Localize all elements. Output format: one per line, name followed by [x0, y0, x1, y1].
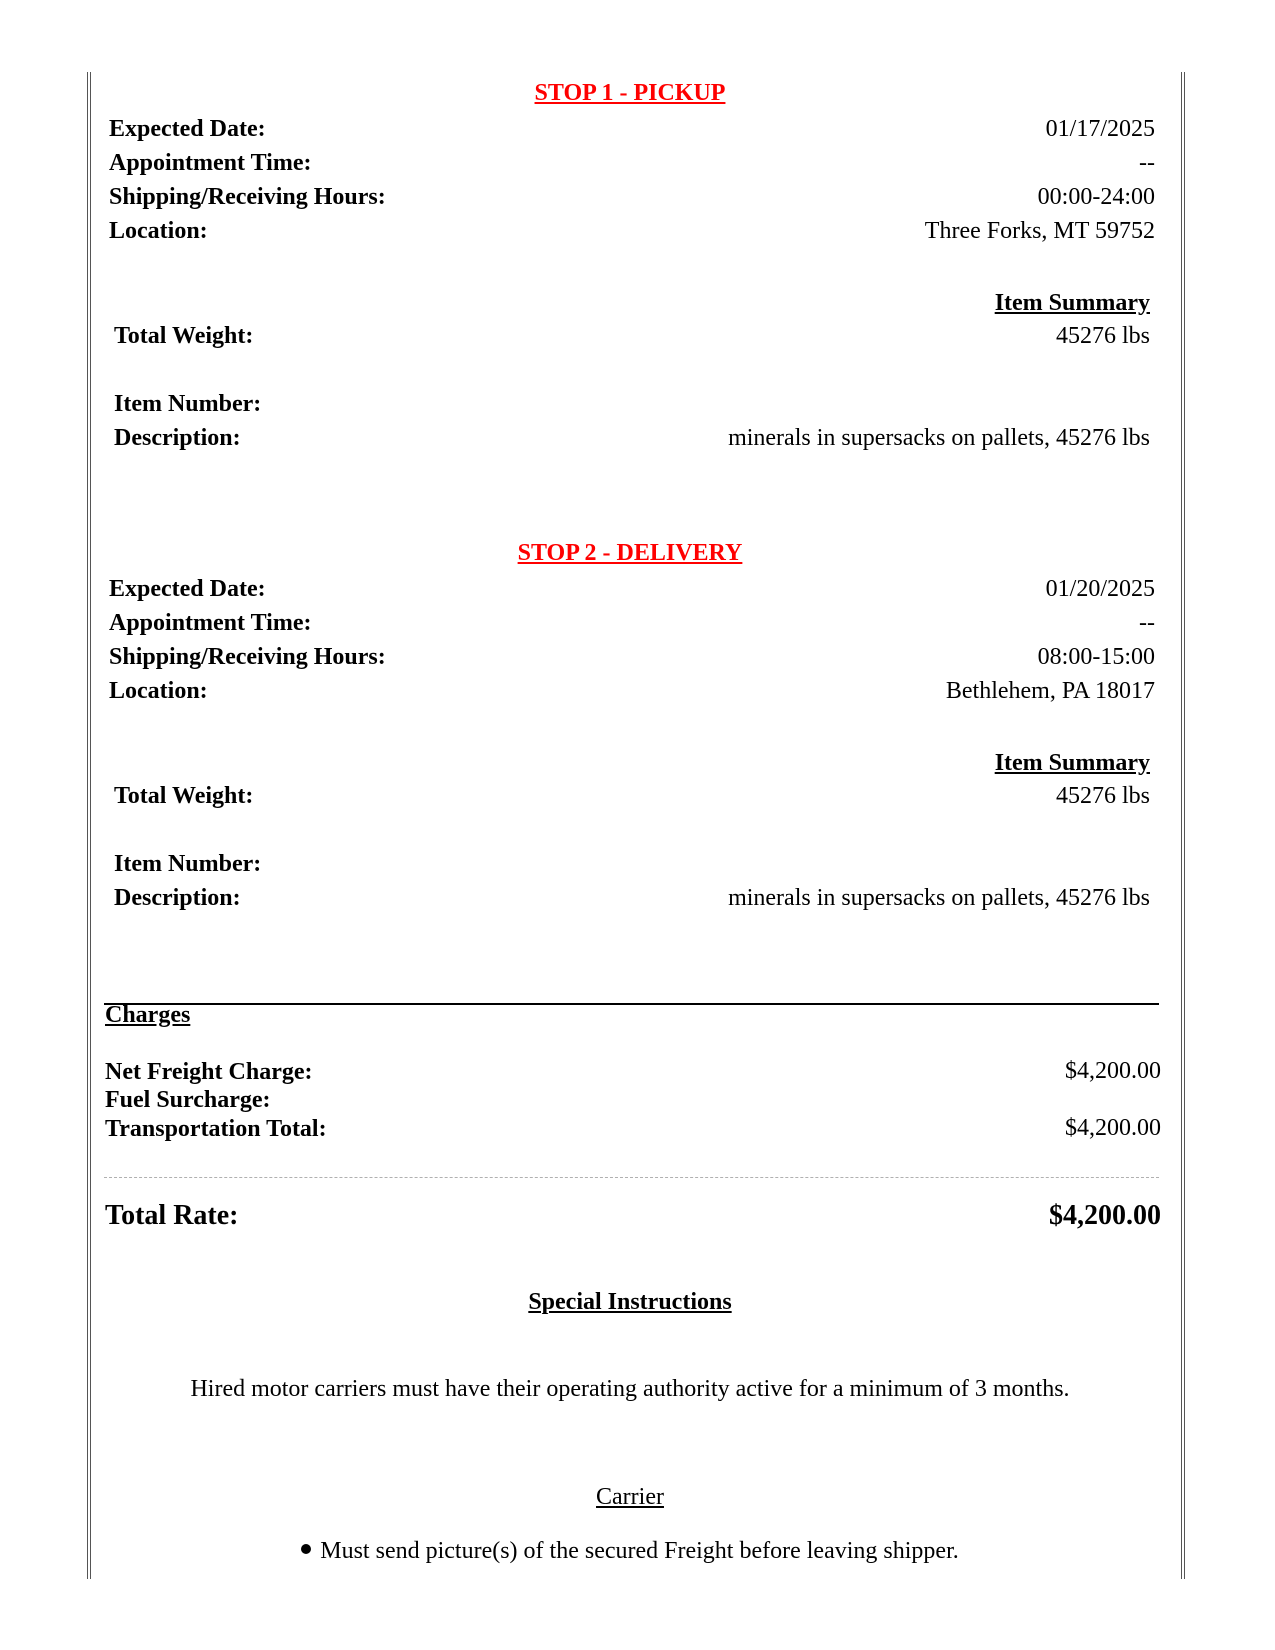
stop-2-total-weight: 45276 lbs: [1055, 783, 1150, 809]
stop-1-title: STOP 1 - PICKUP: [534, 80, 726, 106]
stop-1-description: minerals in supersacks on pallets, 45276 lbs: [728, 425, 1150, 451]
charges-divider: [104, 1003, 1159, 1005]
stop-2-expected-date: 01/20/2025: [1045, 576, 1155, 602]
right-page-border: [1181, 72, 1185, 1579]
stop-2-location-label: Location:: [109, 678, 208, 704]
left-page-border: [87, 72, 91, 1579]
stop-1-description-label: Description:: [114, 425, 241, 451]
stop-2-hours: 08:00-15:00: [1037, 644, 1155, 670]
total-divider: [104, 1177, 1159, 1178]
stop-2-item-number-label: Item Number:: [114, 851, 262, 877]
stop-1-total-weight: 45276 lbs: [1055, 323, 1150, 349]
carrier-heading: Carrier: [596, 1484, 664, 1510]
stop-1-expected-date: 01/17/2025: [1045, 116, 1155, 142]
stop-1-hours: 00:00-24:00: [1037, 184, 1155, 210]
stop-2-hours-label: Shipping/Receiving Hours:: [109, 644, 386, 670]
stop-1-appointment-time-label: Appointment Time:: [109, 150, 312, 176]
stop-2-description: minerals in supersacks on pallets, 45276 lbs: [728, 885, 1150, 911]
stop-1-expected-date-label: Expected Date:: [109, 116, 266, 142]
stop-1-location: Three Forks, MT 59752: [924, 218, 1155, 244]
stop-1-total-weight-label: Total Weight:: [114, 323, 254, 349]
stop-1-hours-label: Shipping/Receiving Hours:: [109, 184, 386, 210]
stop-2-total-weight-label: Total Weight:: [114, 783, 254, 809]
stop-2-expected-date-label: Expected Date:: [109, 576, 266, 602]
fuel-surcharge-label: Fuel Surcharge:: [105, 1087, 271, 1113]
total-rate-label: Total Rate:: [105, 1200, 239, 1231]
charges-heading: Charges: [105, 1002, 191, 1028]
transportation-total-label: Transportation Total:: [105, 1116, 327, 1142]
bullet-icon: [301, 1544, 311, 1554]
net-freight-charge: $4,200.00: [1065, 1058, 1161, 1084]
stop-2-appointment-time-label: Appointment Time:: [109, 610, 312, 636]
stop-1-appointment-time: --: [1139, 150, 1155, 176]
stop-1-item-number-label: Item Number:: [114, 391, 262, 417]
carrier-bullet-text: Must send picture(s) of the secured Freight before leaving shipper.: [320, 1538, 959, 1564]
stop-2-appointment-time: --: [1139, 610, 1155, 636]
stop-2-title: STOP 2 - DELIVERY: [517, 540, 743, 566]
stop-2-location: Bethlehem, PA 18017: [945, 678, 1155, 704]
transportation-total: $4,200.00: [1065, 1115, 1161, 1141]
stop-1-location-label: Location:: [109, 218, 208, 244]
special-instructions-text: Hired motor carriers must have their operating authority active for a minimum of 3 months.: [190, 1376, 1070, 1402]
special-instructions-heading: Special Instructions: [528, 1289, 732, 1315]
carrier-bullet-item: [110, 1537, 1150, 1565]
total-rate: $4,200.00: [1049, 1200, 1161, 1231]
stop-1-item-summary-heading: Item Summary: [994, 290, 1150, 316]
net-freight-charge-label: Net Freight Charge:: [105, 1059, 313, 1085]
stop-2-item-summary-heading: Item Summary: [994, 750, 1150, 776]
stop-2-description-label: Description:: [114, 885, 241, 911]
